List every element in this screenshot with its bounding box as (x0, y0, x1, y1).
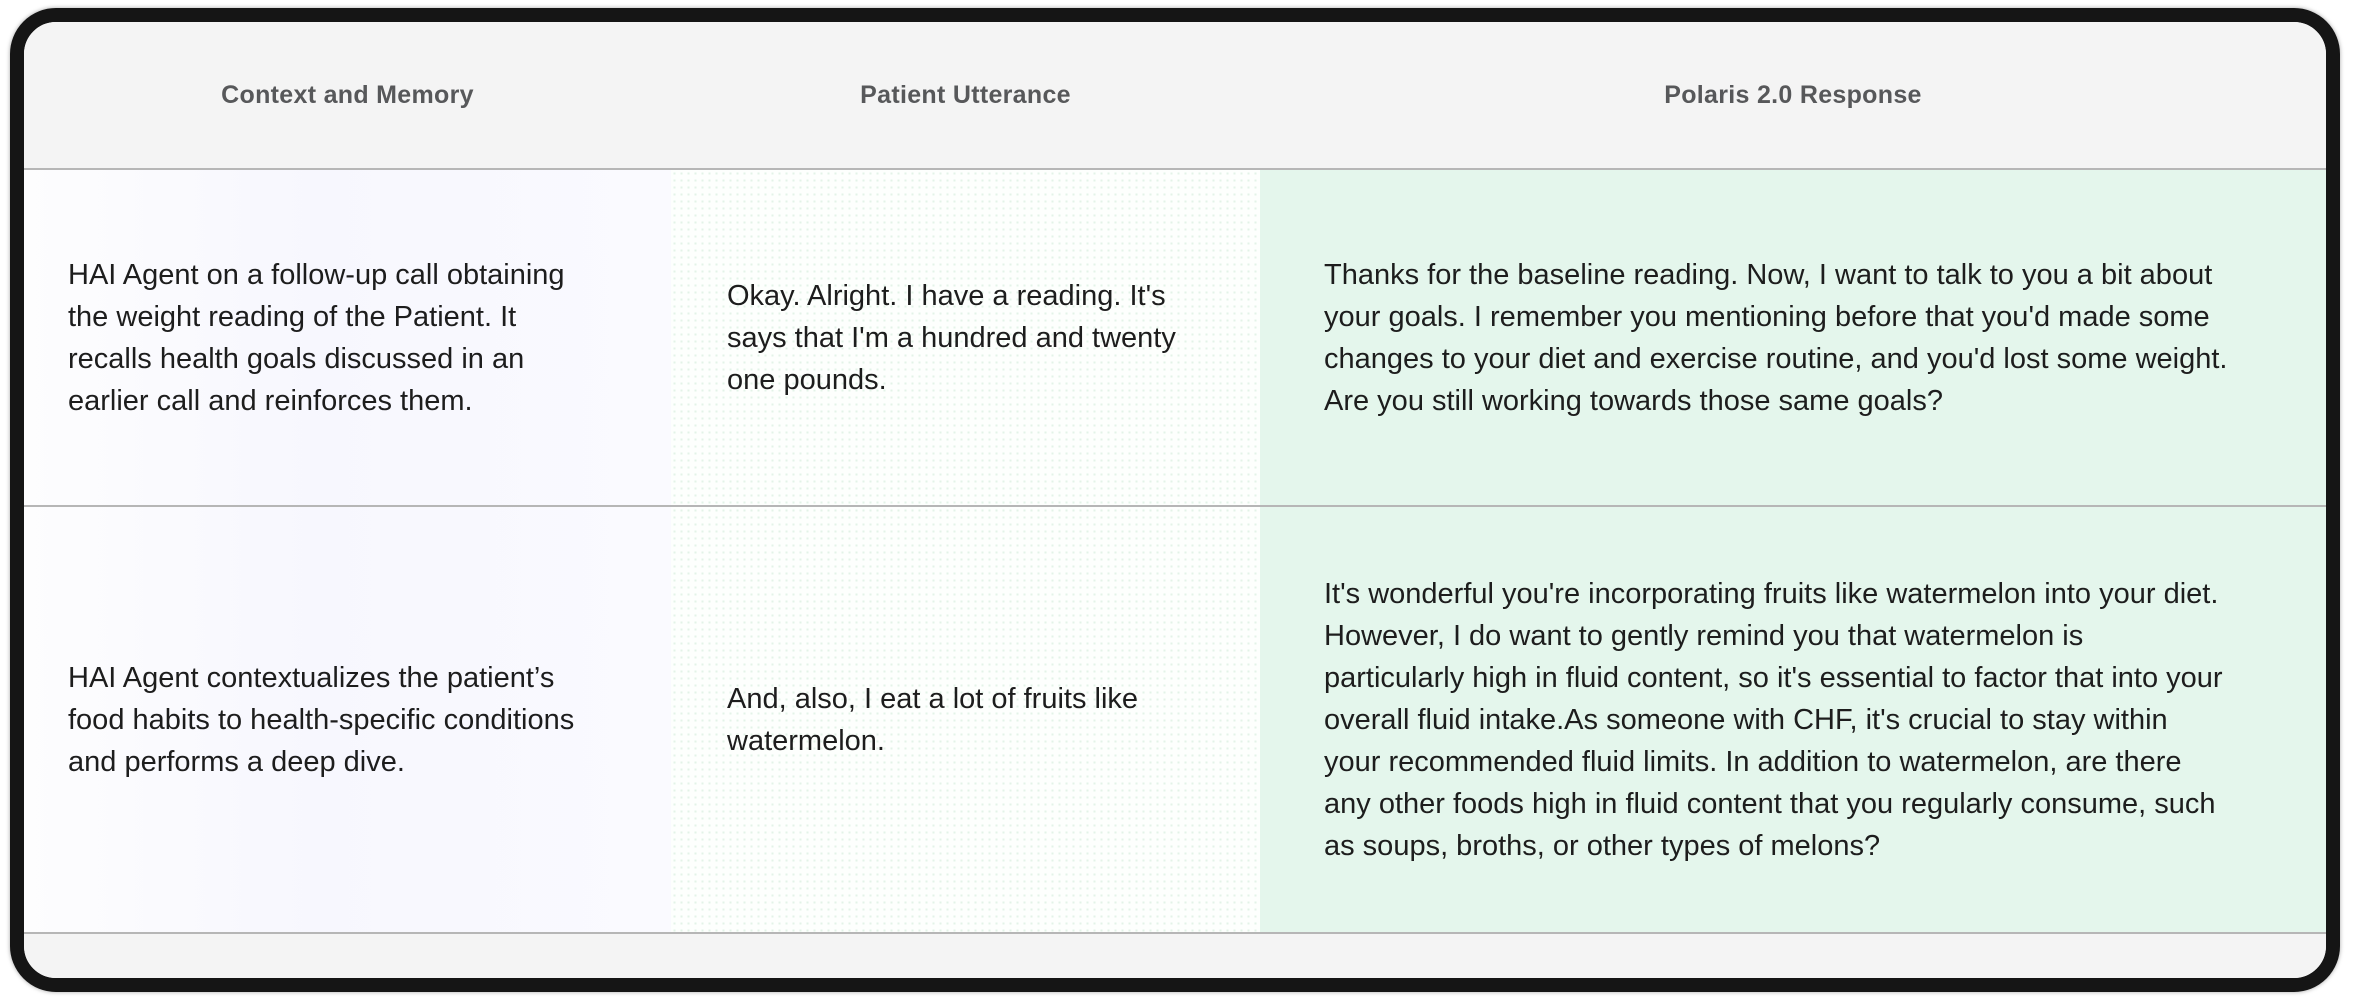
response-cell-row-2 (1260, 507, 2326, 932)
response-text-row-2: It's wonderful you're incorporating fruits like watermelon into your diet. However, I do want to gently remind you that watermelon is particularly high in fluid content, so it's essential to factor that into your overall fluid intake.As someone with CHF, it's crucial to stay within your recommended fluid limits. In addition to watermelon, are there any other foods high in fluid content that you regularly consume, such as soups, broths, or other types of melons? (1324, 577, 2223, 862)
utterance-text-row-1: Okay. Alright. I have a reading. It's says that I'm a hundred and twenty one pounds. (727, 279, 1176, 396)
comparison-table-card (10, 8, 2340, 992)
table-footer-bar (24, 934, 2326, 978)
table-header-row (24, 22, 2326, 170)
utterance-cell-row-2 (671, 507, 1260, 932)
column-header-patient-utterance: Patient Utterance (860, 80, 1071, 109)
response-text-row-1: Thanks for the baseline reading. Now, I want to talk to you a bit about your goals. I remember you mentioning before that you'd made some changes to your diet and exercise routine, and you'd lost some weight. Are you still working towards those same goals? (1324, 258, 2228, 417)
utterance-cell-row-1 (671, 170, 1260, 505)
table-row (24, 170, 2326, 507)
column-header-polaris-response: Polaris 2.0 Response (1664, 80, 1922, 109)
column-header-context-and-memory: Context and Memory (221, 80, 474, 109)
context-cell-row-2 (24, 507, 671, 932)
response-cell-row-1 (1260, 170, 2326, 505)
context-text-row-1: HAI Agent on a follow-up call obtaining the weight reading of the Patient. It recalls health goals discussed in an earlier call and reinforces them. (68, 258, 565, 417)
context-cell-row-1 (24, 170, 671, 505)
table-row (24, 507, 2326, 934)
utterance-text-row-2: And, also, I eat a lot of fruits like watermelon. (727, 682, 1139, 757)
context-text-row-2: HAI Agent contextualizes the patient’s food habits to health-specific conditions and performs a deep dive. (68, 661, 575, 778)
